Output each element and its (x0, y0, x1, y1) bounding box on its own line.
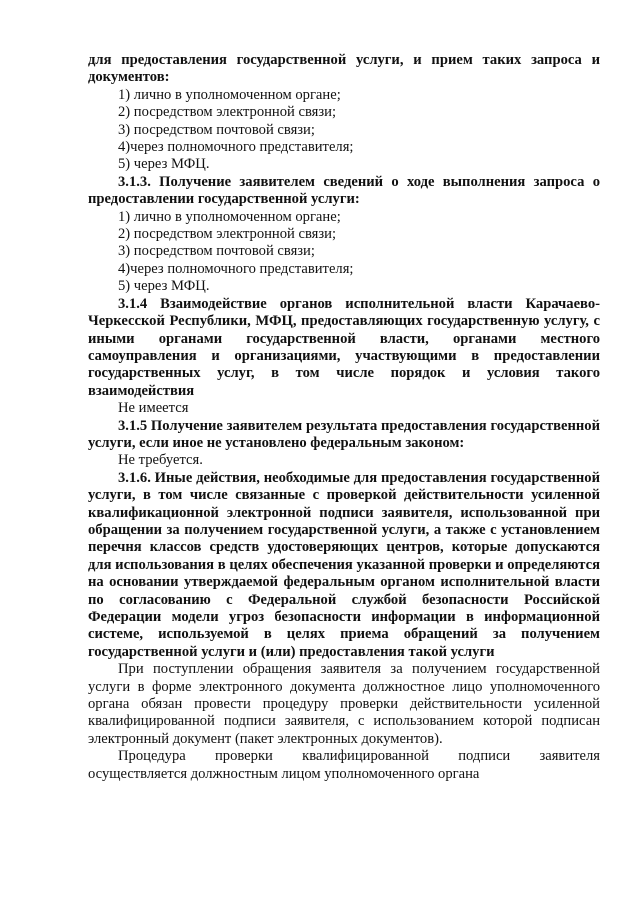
list-item: 3) посредством почтовой связи; (118, 243, 315, 260)
document-page (88, 52, 600, 783)
body-paragraph: При поступлении обращения заявителя за получением государственной услуги в форме электронного документа должностное лицо уполномоченного органа обязан провести процедуру проверки действительности усиленной квалифицированной подписи заявителя, с использованием которой подписан электронный документ (пакет электронных документов). (88, 661, 600, 747)
section-3-1-6-heading: 3.1.6. Иные действия, необходимые для предоставления государственной услуги, в том числе связанные с проверкой действительности усиленной квалификационной электронной подписи заявителя, использованной при обращении за получением государственной услуги, а также с установлением перечня классов средств удостоверяющих центров, которые допускаются для использования в целях обеспечения указанной проверки и определяются на основании утверждаемой федеральным органом исполнительной власти по согласованию с Федеральной службой безопасности Российской Федерации модели угроз безопасности информации в информационной системе, используемой в целях приема обращений за получением государственной услуги и (или) предоставления такой услуги (88, 469, 600, 660)
section-3-1-4-heading: 3.1.4 Взаимодействие органов исполнительной власти Карачаево-Черкесской Республики, МФЦ, предоставляющих государственную услугу, с иными органами государственной власти, органами местного самоуправления и организациями, участвующими в предоставлении государственных услуг, в том числе порядок и условия такого взаимодействия (88, 295, 600, 399)
list-item: 1) лично в уполномоченном органе; (118, 208, 341, 225)
list-item: 5) через МФЦ. (118, 156, 210, 173)
list-item: 3) посредством почтовой связи; (118, 121, 315, 138)
list-item: 1) лично в уполномоченном органе; (118, 86, 341, 103)
submission-methods-list (88, 87, 600, 174)
status-methods-list (88, 209, 600, 296)
list-item: 2) посредством электронной связи; (118, 226, 337, 243)
body-paragraph: Процедура проверки квалифицированной подписи заявителя осуществляется должностным лицом уполномоченного органа (88, 748, 600, 782)
section-3-1-5-body: Не требуется. (118, 452, 203, 469)
list-item: 4)через полномочного представителя; (118, 139, 354, 156)
section-heading-continuation: для предоставления государственной услуги, и прием таких запроса и документов: (88, 52, 600, 86)
list-item: 2) посредством электронной связи; (118, 104, 337, 121)
section-3-1-4-body: Не имеется (118, 400, 189, 417)
section-3-1-3-heading: 3.1.3. Получение заявителем сведений о ходе выполнения запроса о предоставлении государственной услуги: (88, 173, 600, 208)
section-3-1-5-heading: 3.1.5 Получение заявителем результата предоставления государственной услуги, если иное не установлено федеральным законом: (88, 417, 600, 451)
list-item: 5) через МФЦ. (118, 278, 210, 295)
list-item: 4)через полномочного представителя; (118, 260, 354, 277)
